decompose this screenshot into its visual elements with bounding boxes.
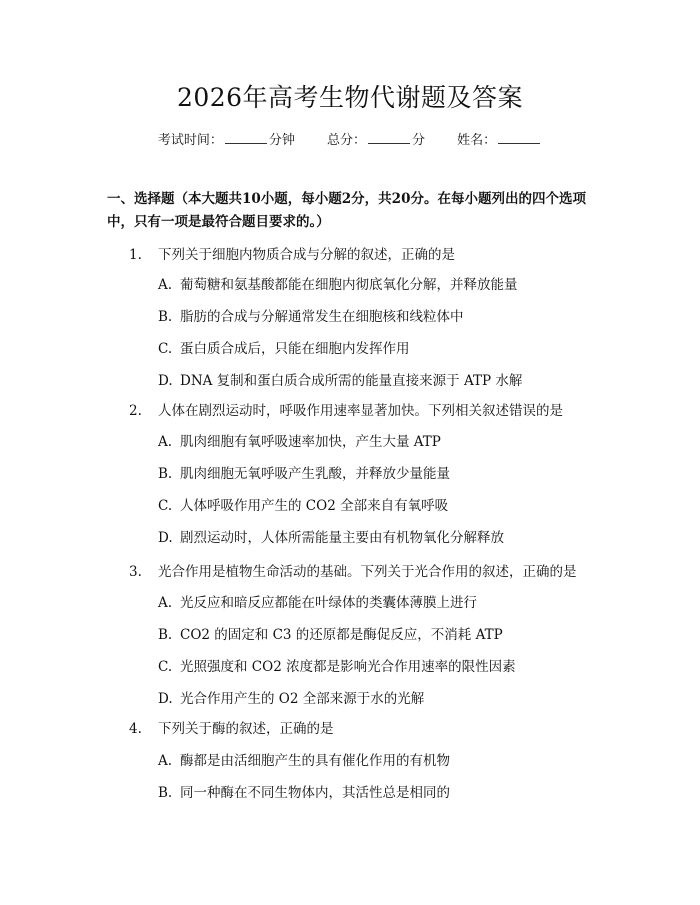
option-text: 人体呼吸作用产生的 CO2 全部来自有氧呼吸 [180, 498, 449, 514]
name-field [457, 129, 542, 152]
option-text: 光照强度和 CO2 浓度都是影响光合作用速率的限性因素 [180, 659, 516, 675]
question-stem: 光合作用是植物生命活动的基础。下列关于光合作用的叙述，正确的是 [158, 564, 577, 580]
section-heading: 一、选择题（本大题共10小题，每小题2分，共20分。在每小题列出的四个选项中，只有一项是最符合题目要求的。） [107, 191, 586, 230]
option-letter: B. [158, 627, 173, 643]
question-3-option-d [158, 688, 598, 710]
option-text: 肌肉细胞有氧呼吸速率加快，产生大量 ATP [180, 434, 441, 450]
exam-time-blank [225, 129, 267, 144]
question-2-option-d [158, 527, 598, 549]
total-score-blank [368, 129, 410, 144]
option-text: 脂肪的合成与分解通常发生在细胞核和线粒体中 [180, 309, 464, 325]
exam-time-unit: 分钟 [268, 133, 295, 148]
question-4-option-a [158, 750, 598, 772]
option-text: 光合作用产生的 O2 全部来源于水的光解 [180, 691, 425, 707]
option-letter: C. [158, 498, 173, 514]
question-2 [129, 400, 599, 422]
question-2-option-c [158, 495, 598, 517]
question-3-option-c [158, 656, 598, 678]
option-text: 剧烈运动时，人体所需能量主要由有机物氧化分解释放 [180, 530, 504, 546]
total-score-field [327, 129, 425, 152]
question-1-option-a [158, 274, 598, 296]
question-1 [129, 244, 599, 266]
question-3-option-a [158, 592, 598, 614]
option-letter: B. [158, 466, 173, 482]
question-stem: 人体在剧烈运动时，呼吸作用速率显著加快。下列相关叙述错误的是 [158, 403, 563, 419]
total-score-label: 总分： [326, 133, 366, 148]
question-number: 4. [129, 721, 142, 737]
question-4-option-b [158, 782, 598, 804]
question-2-option-a [158, 431, 598, 453]
exam-meta [0, 129, 700, 152]
question-4 [129, 718, 599, 740]
option-letter: B. [158, 309, 173, 325]
question-1-option-c [158, 338, 598, 360]
option-text: 同一种酶在不同生物体内，其活性总是相同的 [180, 785, 450, 801]
question-2-option-b [158, 463, 598, 485]
question-1-option-b [158, 306, 598, 328]
option-letter: D. [158, 530, 173, 546]
total-score-unit: 分 [412, 133, 426, 148]
option-letter: D. [158, 691, 173, 707]
option-letter: B. [158, 785, 173, 801]
option-letter: C. [158, 659, 173, 675]
name-blank [498, 129, 540, 144]
question-3 [129, 561, 599, 583]
option-text: DNA 复制和蛋白质合成所需的能量直接来源于 ATP 水解 [180, 373, 523, 389]
option-text: 酶都是由活细胞产生的具有催化作用的有机物 [180, 753, 450, 769]
option-text: 蛋白质合成后，只能在细胞内发挥作用 [180, 341, 410, 357]
name-label: 姓名： [457, 133, 497, 148]
option-letter: A. [158, 277, 173, 293]
page-title: 2026年高考生物代谢题及答案 [176, 83, 524, 112]
question-number: 3. [129, 564, 142, 580]
option-text: 光反应和暗反应都能在叶绿体的类囊体薄膜上进行 [180, 595, 477, 611]
option-text: 葡萄糖和氨基酸都能在细胞内彻底氧化分解，并释放能量 [180, 277, 518, 293]
option-text: 肌肉细胞无氧呼吸产生乳酸，并释放少量能量 [180, 466, 450, 482]
question-1-option-d [158, 370, 598, 392]
option-letter: D. [158, 373, 173, 389]
option-letter: A. [158, 595, 173, 611]
option-text: CO2 的固定和 C3 的还原都是酶促反应，不消耗 ATP [180, 627, 503, 643]
question-stem: 下列关于酶的叙述，正确的是 [158, 721, 334, 737]
question-number: 1. [129, 247, 142, 263]
exam-time-field [158, 129, 295, 152]
option-letter: A. [158, 434, 173, 450]
exam-time-label: 考试时间： [157, 133, 223, 148]
question-number: 2. [129, 403, 142, 419]
question-stem: 下列关于细胞内物质合成与分解的叙述，正确的是 [158, 247, 455, 263]
option-letter: C. [158, 341, 173, 357]
question-3-option-b [158, 624, 598, 646]
option-letter: A. [158, 753, 173, 769]
